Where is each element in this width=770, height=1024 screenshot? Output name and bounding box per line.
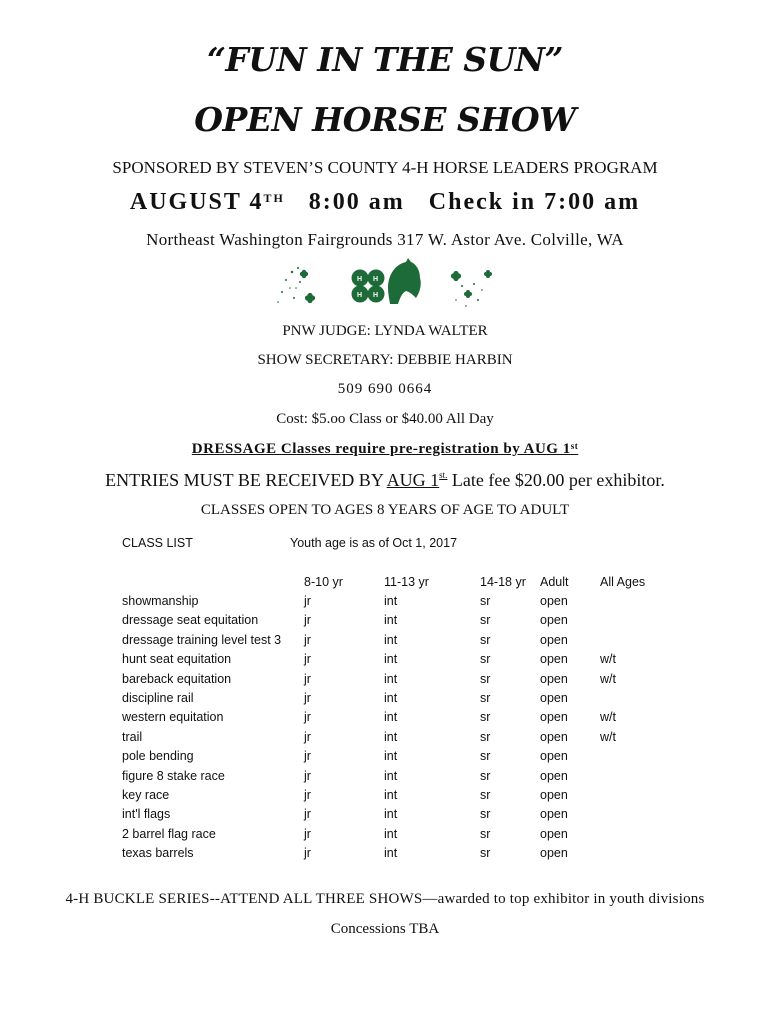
phone-line: 509 690 0664 xyxy=(337,381,433,397)
sponsor-line: SPONSORED BY STEVEN’S COUNTY 4-H HORSE LEADERS PROGRAM xyxy=(112,158,658,177)
table-row xyxy=(0,710,770,729)
table-row xyxy=(0,846,770,865)
class-cell: w/t xyxy=(600,729,616,744)
class-cell: jr xyxy=(304,788,311,802)
column-header: All Ages xyxy=(600,575,646,589)
class-cell: int xyxy=(384,594,398,608)
entries-sup: st. xyxy=(439,470,448,480)
class-cell: sr xyxy=(480,671,491,686)
class-cell: sr xyxy=(480,691,491,705)
buckle-series-line: 4-H BUCKLE SERIES--ATTEND ALL THREE SHOWS—awarded to top exhibitor in youth divisions xyxy=(65,891,705,907)
svg-text:H: H xyxy=(357,276,363,283)
column-header: 11-13 yr xyxy=(384,575,429,589)
dressage-sup: st xyxy=(570,441,579,451)
class-name: figure 8 stake race xyxy=(122,768,225,783)
table-row xyxy=(0,594,770,613)
class-cell: sr xyxy=(480,632,491,647)
table-row xyxy=(0,652,770,671)
judge-line: PNW JUDGE: LYNDA WALTER xyxy=(282,323,488,339)
class-cell: jr xyxy=(304,710,311,725)
class-cell: jr xyxy=(304,632,311,647)
class-cell: open xyxy=(540,691,568,705)
class-cell: int xyxy=(384,710,398,725)
sparkle-left-icon xyxy=(277,267,315,303)
start-time: 8:00 am xyxy=(308,189,405,215)
svg-text:H: H xyxy=(357,292,363,299)
secretary-line: SHOW SECRETARY: DEBBIE HARBIN xyxy=(257,352,513,368)
class-cell: open xyxy=(540,710,568,725)
class-cell: open xyxy=(540,632,568,647)
class-cell: jr xyxy=(304,846,311,861)
class-cell: open xyxy=(540,652,568,667)
class-cell: open xyxy=(540,613,568,628)
4h-logo-graphic xyxy=(270,258,500,318)
class-name: discipline rail xyxy=(122,691,194,705)
class-cell: jr xyxy=(304,594,311,608)
class-cell: sr xyxy=(480,807,491,822)
class-cell: jr xyxy=(304,749,311,764)
table-row xyxy=(0,749,770,768)
class-cell: open xyxy=(540,846,568,861)
class-cell: sr xyxy=(480,749,491,764)
class-cell: w/t xyxy=(600,710,616,725)
class-name: key race xyxy=(122,788,170,802)
class-name: 2 barrel flag race xyxy=(122,826,216,841)
class-name: hunt seat equitation xyxy=(122,652,232,667)
title-line-1: “FUN IN THE SUN” xyxy=(206,40,564,79)
sparkle-right-icon xyxy=(451,270,492,307)
class-cell: int xyxy=(384,768,398,783)
classes-open-line: CLASSES OPEN TO AGES 8 YEARS OF AGE TO ADULT xyxy=(200,502,570,518)
svg-text:H: H xyxy=(373,276,379,283)
class-cell: sr xyxy=(480,788,491,802)
column-header: 14-18 yr xyxy=(480,575,526,589)
class-cell: sr xyxy=(480,826,491,841)
horse-head-icon xyxy=(388,258,421,304)
entries-suffix: Late fee $20.00 per exhibitor. xyxy=(447,470,665,490)
class-cell: jr xyxy=(304,613,311,628)
class-cell: open xyxy=(540,768,568,783)
class-cell: sr xyxy=(480,710,491,725)
table-row xyxy=(0,672,770,691)
class-name: trail xyxy=(122,729,143,744)
class-list-label: CLASS LIST xyxy=(122,536,193,550)
class-cell: sr xyxy=(480,594,491,608)
class-cell: int xyxy=(384,691,398,705)
cost-line: Cost: $5.oo Class or $40.00 All Day xyxy=(276,411,494,427)
table-row xyxy=(0,730,770,749)
class-cell: open xyxy=(540,749,568,764)
class-cell: jr xyxy=(304,807,311,822)
clover-icon xyxy=(352,270,385,303)
class-cell: int xyxy=(384,846,398,861)
table-row xyxy=(0,827,770,846)
class-cell: sr xyxy=(480,652,491,667)
class-name: texas barrels xyxy=(122,846,194,861)
class-cell: int xyxy=(384,613,398,628)
class-cell: int xyxy=(384,671,398,686)
class-name: bareback equitation xyxy=(122,671,232,686)
column-header: 8-10 yr xyxy=(304,575,343,589)
class-name: int'l flags xyxy=(122,807,171,822)
table-row xyxy=(0,613,770,632)
table-row xyxy=(0,691,770,710)
table-row xyxy=(0,633,770,652)
venue-line: Northeast Washington Fairgrounds 317 W. Astor Ave. Colville, WA xyxy=(146,230,624,249)
class-cell: jr xyxy=(304,768,311,783)
class-name: pole bending xyxy=(122,749,194,764)
svg-text:H: H xyxy=(373,292,379,299)
class-name: dressage training level test 3 xyxy=(122,632,282,647)
entries-date: AUG 1 xyxy=(386,470,440,490)
class-cell: int xyxy=(384,788,398,802)
class-cell: open xyxy=(540,788,568,802)
class-name: western equitation xyxy=(122,710,224,725)
entries-prefix: ENTRIES MUST BE RECEIVED BY xyxy=(105,470,387,490)
column-header: Adult xyxy=(540,575,569,589)
date-line xyxy=(0,189,770,216)
class-cell: int xyxy=(384,632,398,647)
class-cell: sr xyxy=(480,768,491,783)
class-cell: jr xyxy=(304,826,311,841)
class-cell: open xyxy=(540,729,568,744)
class-cell: sr xyxy=(480,846,491,861)
column-header-row xyxy=(0,575,770,594)
class-cell: jr xyxy=(304,691,311,705)
class-name: dressage seat equitation xyxy=(122,613,259,628)
dressage-text: DRESSAGE Classes require pre-registration by AUG 1 xyxy=(191,441,571,457)
class-cell: open xyxy=(540,671,568,686)
concessions-line: Concessions TBA xyxy=(330,921,440,937)
show-date-suffix: TH xyxy=(263,191,285,205)
class-cell: jr xyxy=(304,652,311,667)
checkin-time: Check in 7:00 am xyxy=(428,189,641,215)
class-cell: int xyxy=(384,826,398,841)
class-cell: sr xyxy=(480,729,491,744)
class-cell: int xyxy=(384,652,398,667)
class-cell: w/t xyxy=(600,652,616,667)
class-name: showmanship xyxy=(122,594,199,608)
table-row xyxy=(0,769,770,788)
class-cell: jr xyxy=(304,671,311,686)
table-row xyxy=(0,788,770,807)
class-cell: int xyxy=(384,749,398,764)
class-cell: w/t xyxy=(600,671,616,686)
class-cell: int xyxy=(384,807,398,822)
class-cell: sr xyxy=(480,613,491,628)
table-row xyxy=(0,807,770,826)
class-cell: int xyxy=(384,729,398,744)
class-cell: open xyxy=(540,826,568,841)
title-line-2: OPEN HORSE SHOW xyxy=(194,100,576,139)
show-date: AUGUST 4 xyxy=(129,189,264,215)
dressage-notice xyxy=(0,441,770,458)
class-cell: open xyxy=(540,594,568,608)
class-cell: jr xyxy=(304,729,311,744)
youth-age-note: Youth age is as of Oct 1, 2017 xyxy=(290,536,458,550)
class-cell: open xyxy=(540,807,568,822)
entries-notice xyxy=(0,470,770,491)
